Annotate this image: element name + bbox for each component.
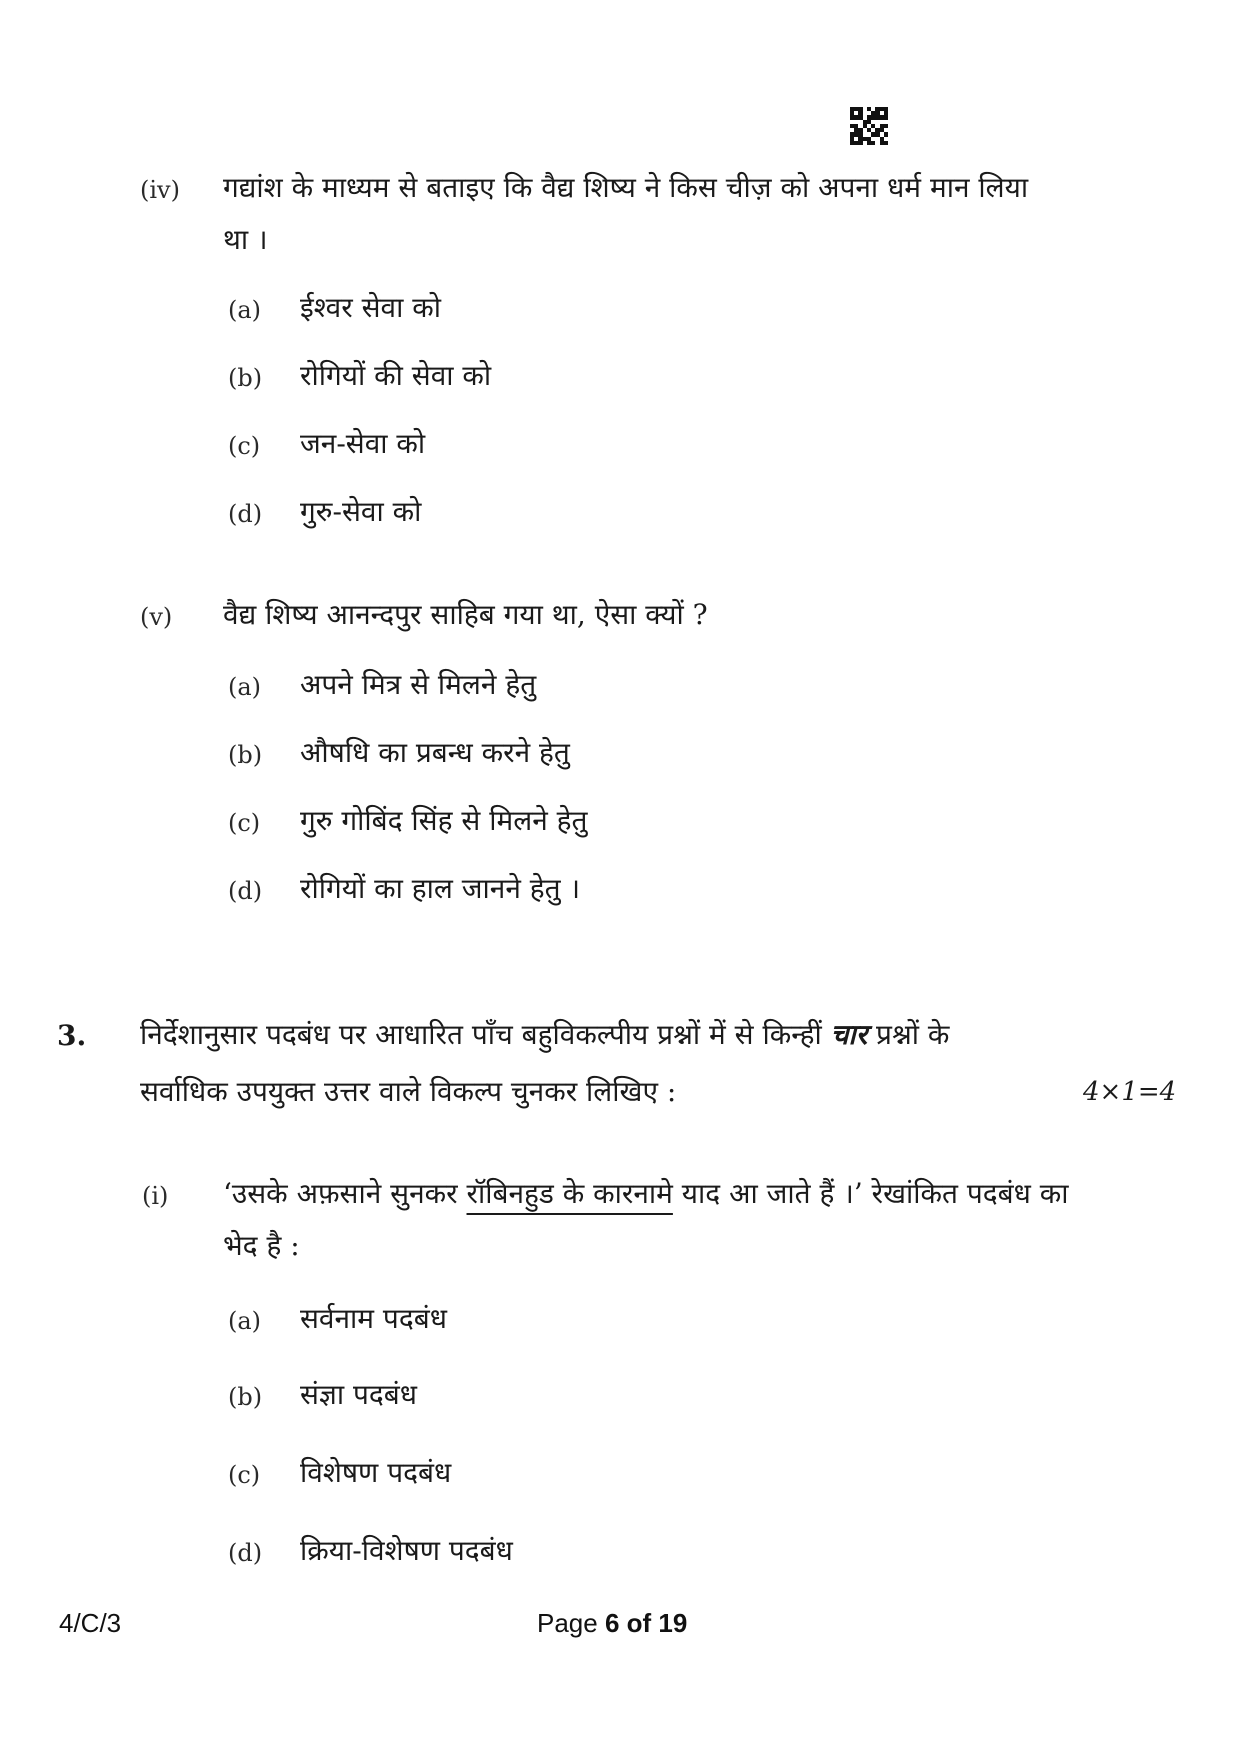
marks-allotment: 4×1=4: [1083, 1077, 1177, 1107]
option-text: औषधि का प्रबन्ध करने हेतु: [300, 736, 570, 769]
question-iv-label: (iv): [140, 176, 180, 204]
option-text: अपने मित्र से मिलने हेतु: [300, 668, 537, 701]
qr-code-icon: [850, 107, 888, 145]
question-i-label: (i): [142, 1182, 169, 1210]
option-label: (a): [228, 673, 262, 701]
option-text: जन-सेवा को: [300, 427, 426, 460]
page-number: Page 6 of 19: [537, 1608, 688, 1638]
option-text: रोगियों का हाल जानने हेतु ।: [300, 872, 581, 905]
option-label: (d): [228, 877, 263, 905]
question-v-text: वैद्य शिष्य आनन्दपुर साहिब गया था, ऐसा क्यों ?: [223, 598, 708, 631]
question-3-text: निर्देशानुसार पदबंध पर आधारित पाँच बहुविकल्पीय प्रश्नों में से किन्हीं चार प्रश्नों के: [140, 1018, 950, 1051]
option-label: (c): [228, 432, 261, 460]
question-iv-text: गद्यांश के माध्यम से बताइए कि वैद्य शिष्य ने किस चीज़ को अपना धर्म मान लिया: [223, 171, 1029, 204]
question-number: 3.: [57, 1019, 87, 1052]
option-label: (b): [228, 741, 263, 769]
option-label: (a): [228, 1307, 262, 1335]
question-i-text: ‘उसके अफ़साने सुनकर रॉबिनहुड के कारनामे याद आ जाते हैं ।’ रेखांकित पदबंध का: [223, 1177, 1069, 1210]
option-text: ईश्वर सेवा को: [300, 291, 441, 324]
option-text: संज्ञा पदबंध: [300, 1378, 418, 1411]
emphasis-word: चार: [830, 1018, 868, 1051]
underlined-phrase: रॉबिनहुड के कारनामे: [466, 1177, 673, 1210]
question-v-label: (v): [140, 603, 173, 631]
option-label: (d): [228, 500, 263, 528]
option-label: (c): [228, 809, 261, 837]
question-3-text-cont: सर्वाधिक उपयुक्त उत्तर वाले विकल्प चुनकर लिखिए :: [140, 1075, 677, 1108]
option-label: (b): [228, 1383, 263, 1411]
option-label: (a): [228, 296, 262, 324]
option-text: क्रिया-विशेषण पदबंध: [300, 1534, 513, 1567]
option-label: (d): [228, 1539, 263, 1567]
option-text: गुरु-सेवा को: [300, 495, 422, 528]
paper-code: 4/C/3: [59, 1608, 122, 1638]
option-text: रोगियों की सेवा को: [300, 359, 492, 392]
option-text: गुरु गोबिंद सिंह से मिलने हेतु: [300, 804, 588, 837]
question-iv-text-cont: था ।: [223, 223, 268, 256]
option-label: (c): [228, 1461, 261, 1489]
option-text: विशेषण पदबंध: [300, 1456, 452, 1489]
option-label: (b): [228, 364, 263, 392]
question-i-text-cont: भेद है :: [223, 1229, 300, 1262]
option-text: सर्वनाम पदबंध: [300, 1302, 447, 1335]
